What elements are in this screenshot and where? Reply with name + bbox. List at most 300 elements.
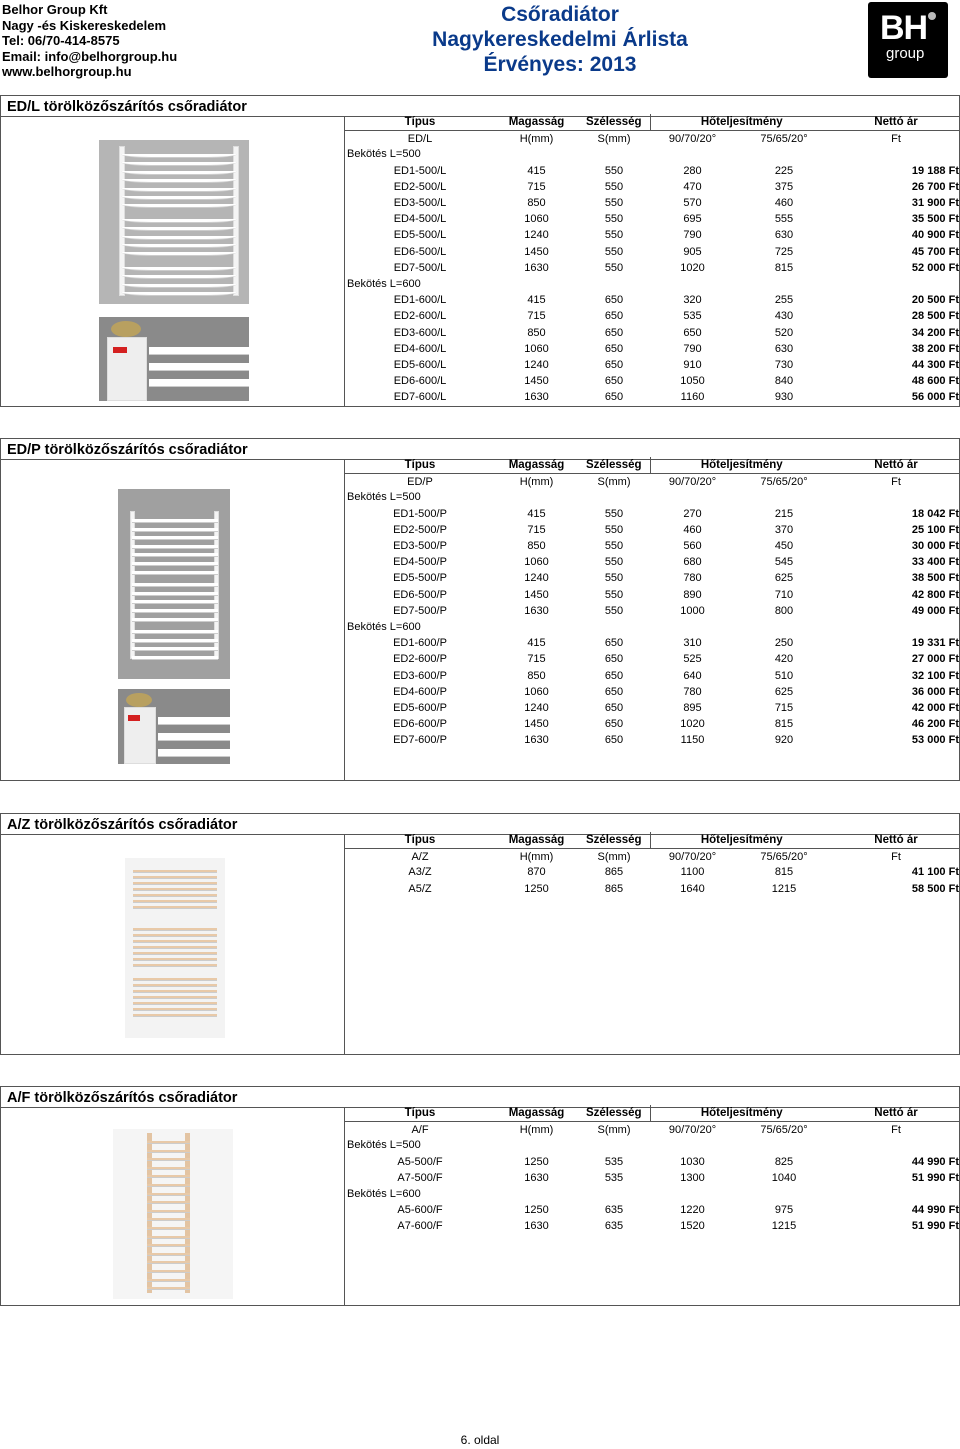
table-cell: 790 [683,229,702,242]
subheader-cell: 75/65/20° [760,475,808,488]
product-detail-image-ed-p [118,689,230,764]
table-row [345,292,959,308]
section-a-f [0,1086,960,1306]
table-cell: 715 [527,653,546,666]
table-cell: 1040 [771,1171,797,1184]
table-row [345,570,959,586]
table-cell: 48 600 Ft [911,375,959,388]
col-header-price: Nettó ár [833,832,959,848]
table-cell: 56 000 Ft [911,391,959,404]
col-header-price: Nettó ár [833,1105,959,1121]
table-row [345,684,959,700]
table-cell: 1060 [524,342,549,355]
table-cell: 1450 [524,718,549,731]
subheader-cell: A/Z [411,850,429,863]
table-cell: 550 [604,180,624,193]
section-title: ED/P törölközőszárítós csőradiátor [7,442,248,458]
table-cell: 19 331 Ft [911,637,959,650]
col-header-height: Magasság [495,1105,578,1121]
table-cell: 1050 [680,375,705,388]
subheader-cell: S(mm) [597,475,631,488]
col-header-price: Nettó ár [833,114,959,130]
page-number: 6. oldal [460,1433,500,1447]
table-cell: ED5-600/L [393,358,447,371]
table-cell: 44 990 Ft [911,1204,959,1217]
table-cell: 570 [683,197,702,210]
table-cell: 1060 [524,556,549,569]
company-phone: Tel: 06/70-414-8575 [2,33,120,48]
group-row [345,276,959,292]
table-cell: 850 [527,197,546,210]
table-cell: 26 700 Ft [911,180,959,193]
col-header-price: Nettó ár [833,457,959,473]
table-cell: ED4-600/L [393,342,447,355]
table-cell: ED1-600/P [393,637,447,650]
table-cell: 460 [683,523,702,536]
table-cell: 51 990 Ft [911,1220,959,1233]
table-cell: 1240 [524,358,549,371]
subheader-cell: Ft [891,850,901,863]
table-cell: 27 000 Ft [911,653,959,666]
col-header-height: Magasság [495,457,578,473]
table-cell: 25 100 Ft [911,523,959,536]
table-header-row [345,114,959,130]
table-row [345,522,959,538]
table-cell: 780 [683,685,702,698]
table-cell: 850 [527,540,546,553]
subheader-cell: H(mm) [519,1123,554,1136]
table-subheader-row [345,130,959,146]
table-row [345,341,959,357]
table-cell: 370 [774,523,794,536]
table-cell: 415 [527,637,546,650]
table-cell: ED3-600/P [393,669,447,682]
subheader-cell: H(mm) [519,475,554,488]
group-row [345,1186,959,1202]
table-cell: 44 990 Ft [911,1155,959,1168]
col-header-heat: Hőteljesítmény [650,1105,833,1121]
subheader-cell: 90/70/20° [668,475,717,488]
table-cell: 375 [774,180,794,193]
table-cell: 625 [774,572,794,585]
table-cell: 680 [683,556,702,569]
product-image-a-f [113,1129,233,1299]
title-line-2: Nagykereskedelmi Árlista [432,28,688,51]
table-cell: 635 [604,1220,624,1233]
table-row [345,1218,959,1234]
col-header-width: Szélesség [578,114,650,130]
title-line-1: Csőradiátor [501,3,619,26]
table-cell: 1060 [524,213,549,226]
table-cell: ED3-500/P [393,540,447,553]
subheader-cell: Ft [891,1123,901,1136]
group-row [345,1137,959,1153]
table-cell: 840 [774,375,794,388]
company-name: Belhor Group Kft [2,2,108,17]
subheader-cell: Ft [891,132,901,145]
table-cell: 30 000 Ft [911,540,959,553]
table-cell: 550 [604,261,624,274]
table-cell: 1450 [524,588,549,601]
table-cell: ED4-500/L [393,213,447,226]
table-cell: A7-500/F [397,1171,443,1184]
table-cell: 905 [683,245,702,258]
subheader-cell: S(mm) [597,132,631,145]
table-row [345,211,959,227]
table-cell: 42 800 Ft [911,588,959,601]
table-cell: ED7-600/L [393,391,447,404]
subheader-cell: S(mm) [597,1123,631,1136]
table-cell: 450 [774,540,794,553]
col-header-type: Típus [345,457,495,473]
subheader-cell: Ft [891,475,901,488]
table-cell: 38 200 Ft [911,342,959,355]
table-cell: 460 [774,197,794,210]
table-cell: ED1-500/P [393,507,447,520]
table-cell: 1240 [524,229,549,242]
table-cell: 535 [683,310,702,323]
col-header-type: Típus [345,1105,495,1121]
table-cell: ED2-500/P [393,523,447,536]
table-cell: 930 [774,391,794,404]
table-cell: ED2-500/L [393,180,447,193]
table-row [345,635,959,651]
table-cell: 710 [774,588,794,601]
logo-text: BH [880,9,928,47]
table-cell: ED6-600/L [393,375,447,388]
table-row [345,1154,959,1170]
table-cell: 635 [604,1204,624,1217]
table-cell: 550 [604,245,624,258]
page-header [0,0,960,80]
product-detail-image-ed-l [99,317,249,401]
table-cell: 1250 [524,882,549,895]
table-cell: 1150 [680,734,705,747]
table-cell: 510 [774,669,794,682]
table-row [345,163,959,179]
group-label: Bekötés L=500 [347,1139,421,1152]
table-cell: 1630 [524,604,549,617]
table-cell: 630 [774,342,794,355]
subheader-cell: 90/70/20° [668,1123,717,1136]
table-subheader-row [345,473,959,489]
table-cell: A3/Z [408,866,432,879]
table-cell: 850 [527,326,546,339]
table-cell: 415 [527,164,546,177]
table-cell: 550 [604,523,624,536]
subheader-cell: H(mm) [519,850,554,863]
table-cell: 1100 [680,866,705,879]
table-cell: 535 [604,1155,624,1168]
price-table-a-f [345,1105,959,1235]
table-row [345,554,959,570]
table-header-row [345,832,959,848]
subheader-cell: ED/L [407,132,433,145]
table-row [345,373,959,389]
table-cell: 41 100 Ft [911,866,959,879]
price-table-ed-p [345,457,959,748]
table-row [345,864,959,880]
logo-sub: group [886,45,925,62]
table-row [345,389,959,405]
table-cell: 650 [604,375,624,388]
table-cell: ED7-600/P [393,734,447,747]
table-row [345,700,959,716]
table-cell: ED2-600/P [393,653,447,666]
table-cell: 1250 [524,1155,549,1168]
table-row [345,716,959,732]
table-cell: 650 [604,685,624,698]
table-cell: 270 [683,507,702,520]
table-cell: ED6-500/P [393,588,447,601]
section-a-z [0,813,960,1055]
table-cell: 44 300 Ft [911,358,959,371]
product-image-ed-l [99,140,249,304]
table-cell: 1630 [524,734,549,747]
table-cell: 910 [683,358,702,371]
col-header-height: Magasság [495,832,578,848]
table-cell: 550 [604,540,624,553]
table-cell: 650 [683,326,702,339]
table-cell: ED3-500/L [393,197,447,210]
table-row [345,667,959,683]
table-row [345,587,959,603]
table-header-row [345,457,959,473]
table-cell: 20 500 Ft [911,294,959,307]
table-cell: A5-500/F [397,1155,443,1168]
table-cell: 550 [604,197,624,210]
table-cell: 52 000 Ft [911,261,959,274]
table-cell: 550 [604,556,624,569]
table-cell: 630 [774,229,794,242]
table-row [345,538,959,554]
table-cell: 1215 [771,1220,797,1233]
bh-group-logo [868,2,948,78]
table-cell: 40 900 Ft [911,229,959,242]
section-title: ED/L törölközőszárítós csőradiátor [7,99,247,115]
table-cell: 790 [683,342,702,355]
table-cell: ED6-500/L [393,245,447,258]
table-cell: 33 400 Ft [911,556,959,569]
table-cell: ED7-500/P [393,604,447,617]
table-cell: 715 [774,701,794,714]
section-title: A/Z törölközőszárítós csőradiátor [7,817,238,833]
table-cell: 550 [604,507,624,520]
table-cell: 28 500 Ft [911,310,959,323]
table-cell: 1240 [524,572,549,585]
table-cell: 650 [604,326,624,339]
table-cell: 815 [774,261,794,274]
subheader-cell: 90/70/20° [668,132,717,145]
company-website: www.belhorgroup.hu [2,64,132,79]
table-row [345,244,959,260]
table-cell: 715 [527,523,546,536]
table-row [345,227,959,243]
table-cell: 815 [774,866,794,879]
table-cell: ED6-600/P [393,718,447,731]
table-cell: 1520 [680,1220,705,1233]
table-cell: ED5-500/L [393,229,447,242]
table-row [345,260,959,276]
table-cell: 42 000 Ft [911,701,959,714]
company-email: Email: info@belhorgroup.hu [2,48,178,64]
subheader-cell: H(mm) [519,132,554,145]
table-cell: 1160 [680,391,705,404]
table-cell: ED5-600/P [393,701,447,714]
table-cell: 650 [604,669,624,682]
subheader-cell: 90/70/20° [668,850,717,863]
table-cell: 550 [604,572,624,585]
table-cell: 825 [774,1155,794,1168]
table-cell: 1630 [524,1220,549,1233]
table-cell: 310 [683,637,702,650]
title-line-3: Érvényes: 2013 [483,53,637,76]
table-cell: A7-600/F [397,1220,443,1233]
table-cell: 560 [683,540,702,553]
table-cell: 1630 [524,261,549,274]
section-ed-p [0,438,960,781]
table-cell: 865 [604,882,624,895]
product-image-a-z [125,858,225,1038]
table-cell: 555 [774,213,794,226]
table-cell: 1215 [771,882,797,895]
table-cell: 420 [774,653,794,666]
table-cell: 650 [604,653,624,666]
table-cell: 19 188 Ft [911,164,959,177]
group-row [345,619,959,635]
table-row [345,357,959,373]
table-cell: 815 [774,718,794,731]
table-cell: 890 [683,588,702,601]
table-cell: 975 [774,1204,794,1217]
col-header-width: Szélesség [578,457,650,473]
table-cell: 1450 [524,245,549,258]
table-cell: 38 500 Ft [911,572,959,585]
table-cell: 53 000 Ft [911,734,959,747]
col-header-type: Típus [345,832,495,848]
table-cell: 650 [604,310,624,323]
table-cell: 800 [774,604,794,617]
table-row [345,732,959,748]
table-cell: 525 [683,653,702,666]
table-row [345,195,959,211]
table-cell: 725 [774,245,794,258]
table-cell: 1030 [680,1155,705,1168]
table-cell: 550 [604,164,624,177]
table-cell: 32 100 Ft [911,669,959,682]
table-cell: 1020 [680,718,705,731]
table-cell: 650 [604,294,624,307]
table-cell: 550 [604,588,624,601]
table-cell: 31 900 Ft [911,197,959,210]
table-cell: A5-600/F [397,1204,443,1217]
table-cell: 250 [774,637,794,650]
table-cell: 34 200 Ft [911,326,959,339]
table-cell: 730 [774,358,794,371]
table-cell: 46 200 Ft [911,718,959,731]
subheader-cell: 75/65/20° [760,850,808,863]
table-cell: 415 [527,294,546,307]
table-cell: 1630 [524,391,549,404]
col-header-heat: Hőteljesítmény [650,114,833,130]
table-cell: ED2-600/L [393,310,447,323]
col-header-heat: Hőteljesítmény [650,832,833,848]
table-cell: 1450 [524,375,549,388]
table-cell: 1630 [524,1171,549,1184]
table-row [345,603,959,619]
table-cell: 1220 [680,1204,705,1217]
table-row [345,179,959,195]
table-cell: 1020 [680,261,705,274]
company-type: Nagy -és Kiskereskedelem [2,17,167,33]
col-header-heat: Hőteljesítmény [650,457,833,473]
subheader-cell: ED/P [407,475,433,488]
table-subheader-row [345,1121,959,1137]
table-cell: 45 700 Ft [911,245,959,258]
group-label: Bekötés L=600 [347,277,421,290]
table-cell: ED3-600/L [393,326,447,339]
table-cell: 535 [604,1171,624,1184]
table-cell: 695 [683,213,702,226]
table-cell: 715 [527,180,546,193]
table-cell: 225 [774,164,794,177]
table-cell: 18 042 Ft [911,507,959,520]
table-cell: 850 [527,669,546,682]
group-row [345,146,959,162]
table-cell: 650 [604,701,624,714]
table-cell: ED4-600/P [393,685,447,698]
table-cell: 215 [774,507,794,520]
table-cell: ED5-500/P [393,572,447,585]
subheader-cell: 75/65/20° [760,132,808,145]
table-cell: 715 [527,310,546,323]
table-row [345,651,959,667]
table-cell: 1640 [680,882,705,895]
table-subheader-row [345,848,959,864]
table-cell: 49 000 Ft [911,604,959,617]
group-label: Bekötés L=500 [347,148,421,161]
logo-dot-icon [928,12,936,20]
table-cell: 1250 [524,1204,549,1217]
table-cell: 520 [774,326,794,339]
table-cell: ED1-600/L [393,294,447,307]
table-cell: 895 [683,701,702,714]
company-info [2,2,177,80]
table-cell: 650 [604,734,624,747]
table-cell: ED1-500/L [393,164,447,177]
table-cell: 35 500 Ft [911,213,959,226]
table-cell: 470 [683,180,702,193]
table-cell: 650 [604,391,624,404]
table-cell: 550 [604,229,624,242]
table-cell: ED4-500/P [393,556,447,569]
table-row [345,506,959,522]
table-cell: 1240 [524,701,549,714]
group-label: Bekötés L=600 [347,1188,421,1201]
table-cell: 58 500 Ft [911,882,959,895]
table-header-row [345,1105,959,1121]
section-title: A/F törölközőszárítós csőradiátor [7,1090,238,1106]
table-cell: 625 [774,685,794,698]
table-row [345,881,959,897]
table-cell: 865 [604,866,624,879]
document-title [380,2,740,77]
table-cell: 640 [683,669,702,682]
table-cell: 650 [604,358,624,371]
group-label: Bekötés L=500 [347,491,421,504]
col-header-width: Szélesség [578,832,650,848]
table-row [345,324,959,340]
